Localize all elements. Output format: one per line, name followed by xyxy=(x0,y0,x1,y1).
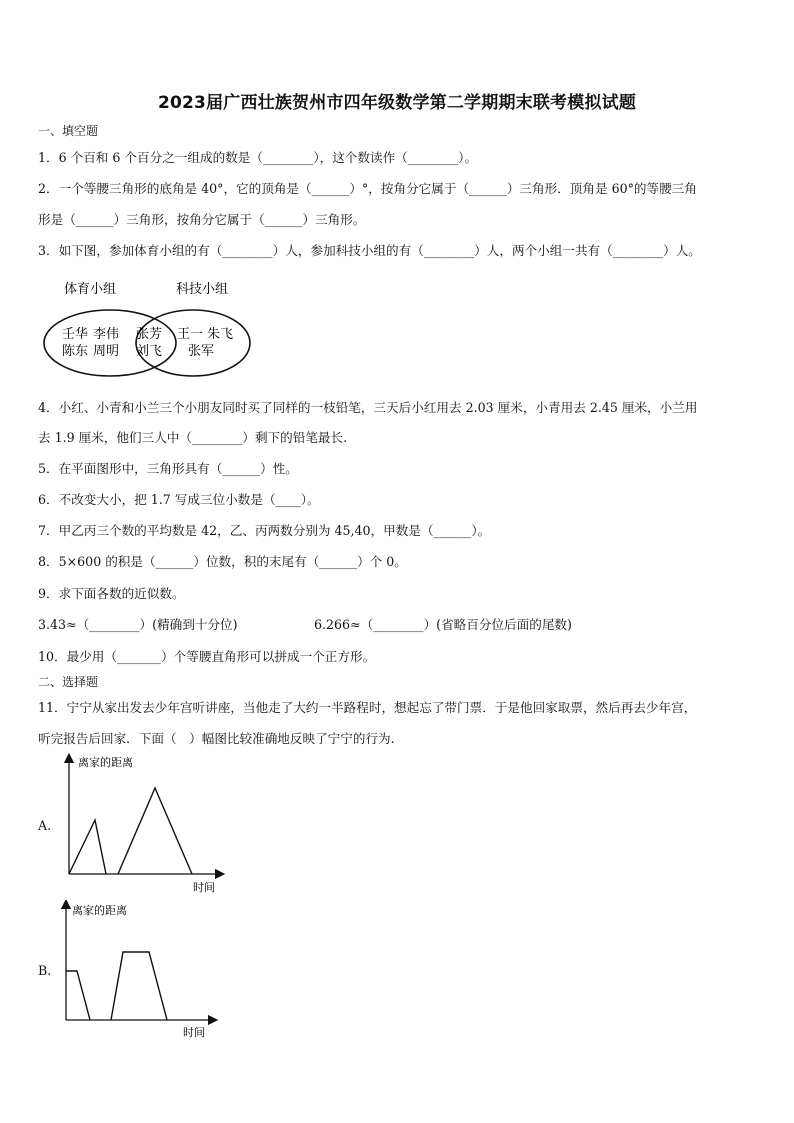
question-4-line-1: 4．小红、小青和小兰三个小朋友同时买了同样的一枝铅笔，三天后小红用去 2.03 厘米，小青用去 2.45 厘米，小兰用 xyxy=(38,400,698,415)
venn-left-title: 体育小组 xyxy=(64,282,117,297)
distance-time-graph-b xyxy=(57,900,227,1046)
graph-a-trip-palace xyxy=(118,788,192,874)
question-10: 10．最少用（_______）个等腰直角形可以拼成一个正方形。 xyxy=(38,649,376,664)
y-axis-label: 离家的距离 xyxy=(72,904,127,917)
question-4-line-2: 去 1.9 厘米，他们三人中（________）剩下的铅笔最长. xyxy=(38,430,348,445)
question-9-part-b: 6.266≈（________）(省略百分位后面的尾数) xyxy=(314,617,572,632)
question-3: 3．如下图，参加体育小组的有（________）人，参加科技小组的有（________）人，两个小组一共有（________）人。 xyxy=(38,243,701,258)
venn-name: 王一 xyxy=(177,327,204,342)
venn-name: 李伟 xyxy=(93,327,120,342)
venn-name: 周明 xyxy=(93,344,120,359)
venn-diagram xyxy=(40,274,255,382)
question-6: 6．不改变大小，把 1.7 写成三位小数是（____）。 xyxy=(38,492,320,507)
question-5: 5．在平面图形中，三角形具有（______）性。 xyxy=(38,461,298,476)
venn-name: 朱飞 xyxy=(207,327,234,342)
question-2-line-1: 2．一个等腰三角形的底角是 40°，它的顶角是（______）°，按角分它属于（______）三角形．顶角是 60°的等腰三角 xyxy=(38,181,697,196)
question-1: 1．6 个百和 6 个百分之一组成的数是（________），这个数读作（________）。 xyxy=(38,150,478,165)
venn-name: 陈东 xyxy=(62,344,89,359)
option-b-label: B. xyxy=(38,963,52,978)
venn-right-ellipse xyxy=(136,310,250,376)
graph-a-trip-home xyxy=(69,820,106,874)
y-axis-label: 离家的距离 xyxy=(78,756,133,769)
question-9-part-a: 3.43≈（________）(精确到十分位) xyxy=(38,617,238,632)
question-11-line-2: 听完报告后回家．下面（ ）幅图比较准确地反映了宁宁的行为. xyxy=(38,731,395,746)
venn-name: 刘飞 xyxy=(136,344,163,359)
question-11-line-1: 11．宁宁从家出发去少年宫听讲座，当他走了大约一半路程时，想起忘了带门票．于是他回家取票，然后再去少年宫， xyxy=(38,700,697,715)
venn-name: 张军 xyxy=(188,344,215,359)
distance-time-graph-a xyxy=(60,752,230,898)
venn-right-title: 科技小组 xyxy=(176,282,229,297)
option-a-label: A. xyxy=(38,818,52,833)
venn-name: 壬华 xyxy=(62,327,89,342)
venn-name: 张芳 xyxy=(136,327,163,342)
question-8: 8．5×600 的积是（______）位数，积的末尾有（______）个 0。 xyxy=(38,554,407,569)
section-heading-multiple-choice: 二、选择题 xyxy=(38,675,99,689)
section-heading-fill-blank: 一、填空题 xyxy=(38,124,99,138)
graph-b-trip-palace xyxy=(111,952,167,1020)
question-7: 7．甲乙丙三个数的平均数是 42，乙、丙两数分别为 45,40，甲数是（______）。 xyxy=(38,523,491,538)
page-title: 2023届广西壮族贺州市四年级数学第二学期期末联考模拟试题 xyxy=(157,93,637,113)
venn-left-ellipse xyxy=(44,310,176,376)
question-9: 9．求下面各数的近似数。 xyxy=(38,586,185,601)
x-axis-label: 时间 xyxy=(183,1026,205,1039)
question-2-line-2: 形是（______）三角形，按角分它属于（______）三角形。 xyxy=(38,212,366,227)
graph-b-trip-home xyxy=(66,971,90,1020)
x-axis-label: 时间 xyxy=(193,881,215,894)
